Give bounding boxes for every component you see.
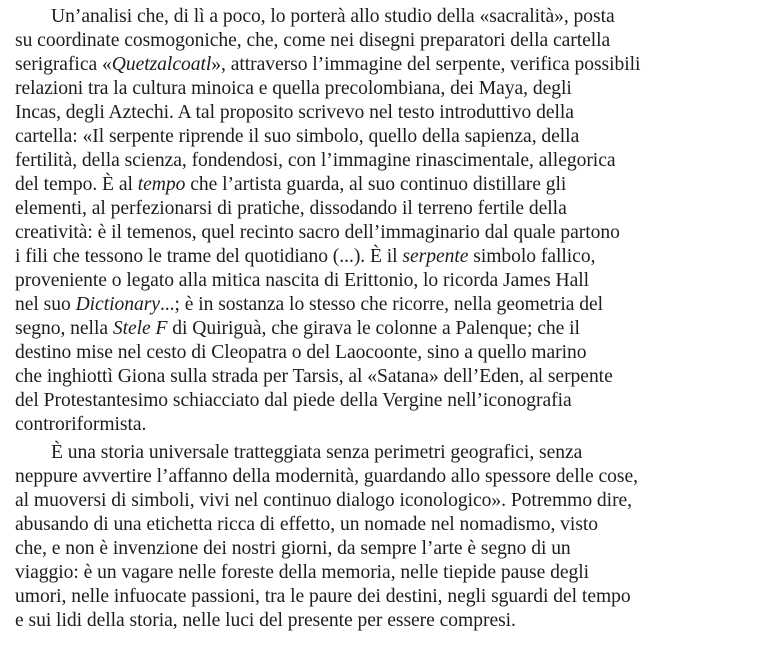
text-line: proveniente o legato alla mitica nascita di Erittonio, lo ricorda James Hall xyxy=(15,270,590,291)
text-line: Incas, degli Aztechi. A tal proposito scrivevo nel testo introduttivo della xyxy=(15,102,574,123)
text-line: neppure avvertire l’affanno della modernità, guardando allo spessore delle cose, xyxy=(15,466,638,487)
text-line: controriformista. xyxy=(15,414,147,435)
text-line: umori, nelle infuocate passioni, tra le paure dei destini, negli sguardi del tempo xyxy=(15,586,631,607)
italic-word: tempo xyxy=(137,174,186,195)
text-line: nel suo Dictionary...; è in sostanza lo stesso che ricorre, nella geometria del xyxy=(15,294,604,315)
text-line: viaggio: è un vagare nelle foreste della memoria, nelle tiepide pause degli xyxy=(15,562,590,583)
italic-title: Dictionary xyxy=(75,294,160,315)
text-line: È una storia universale tratteggiata senza perimetri geografici, senza xyxy=(51,442,583,463)
text-line: serigrafica «Quetzalcoatl», attraverso l’immagine del serpente, verifica possibili xyxy=(15,54,641,75)
italic-word: serpente xyxy=(402,246,469,267)
text-line: che, e non è invenzione dei nostri giorni, da sempre l’arte è segno di un xyxy=(15,538,571,559)
text-line: al muoversi di simboli, vivi nel continuo dialogo iconologico». Potremmo dire, xyxy=(15,490,633,511)
text-line: che inghiottì Giona sulla strada per Tarsis, al «Satana» dell’Eden, al serpente xyxy=(15,366,613,387)
text-line: Un’analisi che, di lì a poco, lo porterà allo studio della «sacralità», posta xyxy=(51,6,615,27)
text-line: e sui lidi della storia, nelle luci del presente per essere compresi. xyxy=(15,610,516,631)
italic-title: Quetzalcoatl xyxy=(111,54,212,75)
text-line: destino mise nel cesto di Cleopatra o del Laocoonte, sino a quello marino xyxy=(15,342,587,363)
text-line: su coordinate cosmogoniche, che, come nei disegni preparatori della cartella xyxy=(15,30,611,51)
text-line: del Protestantesimo schiacciato dal piede della Vergine nell’iconografia xyxy=(15,390,572,411)
text-line: relazioni tra la cultura minoica e quella precolombiana, dei Maya, degli xyxy=(15,78,572,99)
text-line: cartella: «Il serpente riprende il suo simbolo, quello della sapienza, della xyxy=(15,126,580,147)
text-line: elementi, al perfezionarsi di pratiche, dissodando il terreno fertile della xyxy=(15,198,567,219)
text-line: abusando di una etichetta ricca di effetto, un nomade nel nomadismo, visto xyxy=(15,514,599,535)
text-line: creatività: è il temenos, quel recinto sacro dell’immaginario dal quale partono xyxy=(15,222,620,243)
italic-title: Stele F xyxy=(112,318,168,339)
document-page xyxy=(15,5,775,651)
text-line: i fili che tessono le trame del quotidiano (...). È il serpente simbolo fallico, xyxy=(15,246,596,267)
text-line: del tempo. È al tempo che l’artista guarda, al suo continuo distillare gli xyxy=(15,174,567,195)
text-line: fertilità, della scienza, fondendosi, con l’immagine rinascimentale, allegorica xyxy=(15,150,616,171)
text-line: segno, nella Stele F di Quiriguà, che girava le colonne a Palenque; che il xyxy=(15,318,580,339)
